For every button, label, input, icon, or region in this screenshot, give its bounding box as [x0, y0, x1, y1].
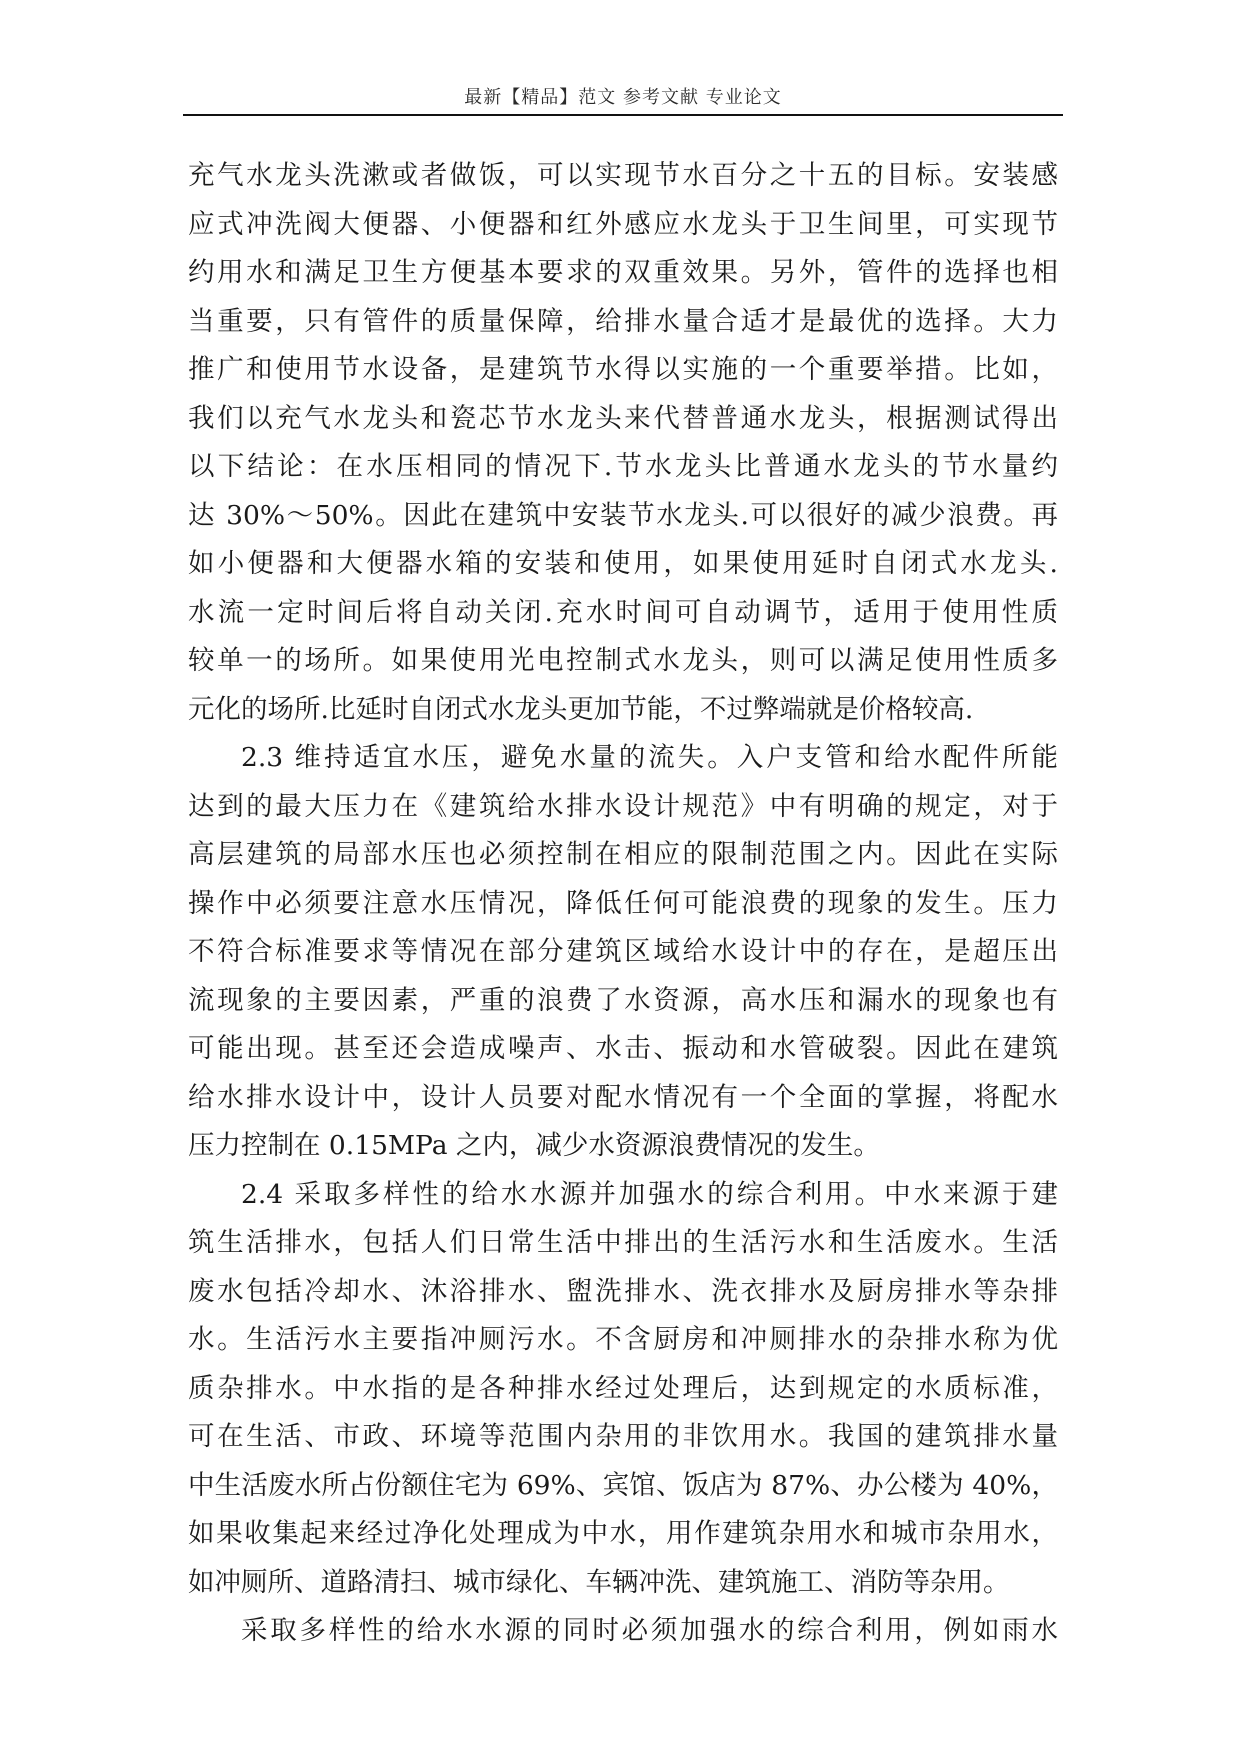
text-line: 给水排水设计中，设计人员要对配水情况有一个全面的掌握，将配水	[188, 1081, 1058, 1113]
text-line: 元化的场所.比延时自闭式水龙头更加节能，不过弊端就是价格较高.	[188, 693, 974, 725]
text-line: 中生活废水所占份额住宅为 69%、宾馆、饭店为 87%、办公楼为 40%，	[188, 1469, 1058, 1501]
text-line: 2.4 采取多样性的给水水源并加强水的综合利用。中水来源于建	[241, 1178, 1058, 1210]
text-line: 水流一定时间后将自动关闭.充水时间可自动调节，适用于使用性质	[188, 596, 1058, 628]
header-divider	[183, 114, 1063, 116]
text-line: 流现象的主要因素，严重的浪费了水资源，高水压和漏水的现象也有	[188, 984, 1058, 1016]
text-line: 压力控制在 0.15MPa 之内，减少水资源浪费情况的发生。	[188, 1130, 880, 1161]
text-line: 达 30%～50%。因此在建筑中安装节水龙头.可以很好的减少浪费。再	[188, 499, 1058, 531]
text-line: 废水包括冷却水、沐浴排水、盥洗排水、洗衣排水及厨房排水等杂排	[188, 1275, 1058, 1307]
text-line: 较单一的场所。如果使用光电控制式水龙头，则可以满足使用性质多	[188, 645, 1058, 676]
text-line: 不符合标准要求等情况在部分建筑区域给水设计中的存在，是超压出	[188, 936, 1058, 967]
text-line: 如果收集起来经过净化处理成为中水，用作建筑杂用水和城市杂用水，	[188, 1518, 1058, 1549]
text-line: 可在生活、市政、环境等范围内杂用的非饮用水。我国的建筑排水量	[188, 1421, 1058, 1452]
text-line: 筑生活排水，包括人们日常生活中排出的生活污水和生活废水。生活	[188, 1227, 1058, 1258]
text-line: 如冲厕所、道路清扫、城市绿化、车辆冲洗、建筑施工、消防等杂用。	[188, 1566, 1010, 1598]
text-line: 应式冲洗阀大便器、小便器和红外感应水龙头于卫生间里，可实现节	[188, 208, 1058, 240]
text-line: 充气水龙头洗漱或者做饭，可以实现节水百分之十五的目标。安装感	[188, 160, 1058, 191]
text-line: 采取多样性的给水水源的同时必须加强水的综合利用，例如雨水	[241, 1615, 1058, 1646]
text-line: 我们以充气水龙头和瓷芯节水龙头来代替普通水龙头，根据测试得出	[188, 402, 1058, 434]
text-line: 推广和使用节水设备，是建筑节水得以实施的一个重要举措。比如，	[188, 354, 1058, 385]
text-line: 质杂排水。中水指的是各种排水经过处理后，达到规定的水质标准，	[188, 1372, 1058, 1404]
text-line: 可能出现。甚至还会造成噪声、水击、振动和水管破裂。因此在建筑	[188, 1033, 1058, 1064]
body-text	[188, 152, 1058, 1656]
text-line: 2.3 维持适宜水压，避免水量的流失。入户支管和给水配件所能	[241, 742, 1058, 773]
text-line: 水。生活污水主要指冲厕污水。不含厨房和冲厕排水的杂排水称为优	[188, 1324, 1058, 1355]
text-line: 高层建筑的局部水压也必须控制在相应的限制范围之内。因此在实际	[188, 839, 1058, 870]
page-header: 最新【精品】范文 参考文献 专业论文	[464, 87, 782, 108]
text-line: 以下结论：在水压相同的情况下.节水龙头比普通水龙头的节水量约	[188, 451, 1058, 482]
text-line: 当重要，只有管件的质量保障，给排水量合适才是最优的选择。大力	[188, 305, 1058, 337]
text-line: 如小便器和大便器水箱的安装和使用，如果使用延时自闭式水龙头.	[188, 548, 1058, 579]
text-line: 约用水和满足卫生方便基本要求的双重效果。另外，管件的选择也相	[188, 257, 1058, 288]
text-line: 操作中必须要注意水压情况，降低任何可能浪费的现象的发生。压力	[188, 887, 1058, 919]
text-line: 达到的最大压力在《建筑给水排水设计规范》中有明确的规定，对于	[188, 790, 1058, 822]
